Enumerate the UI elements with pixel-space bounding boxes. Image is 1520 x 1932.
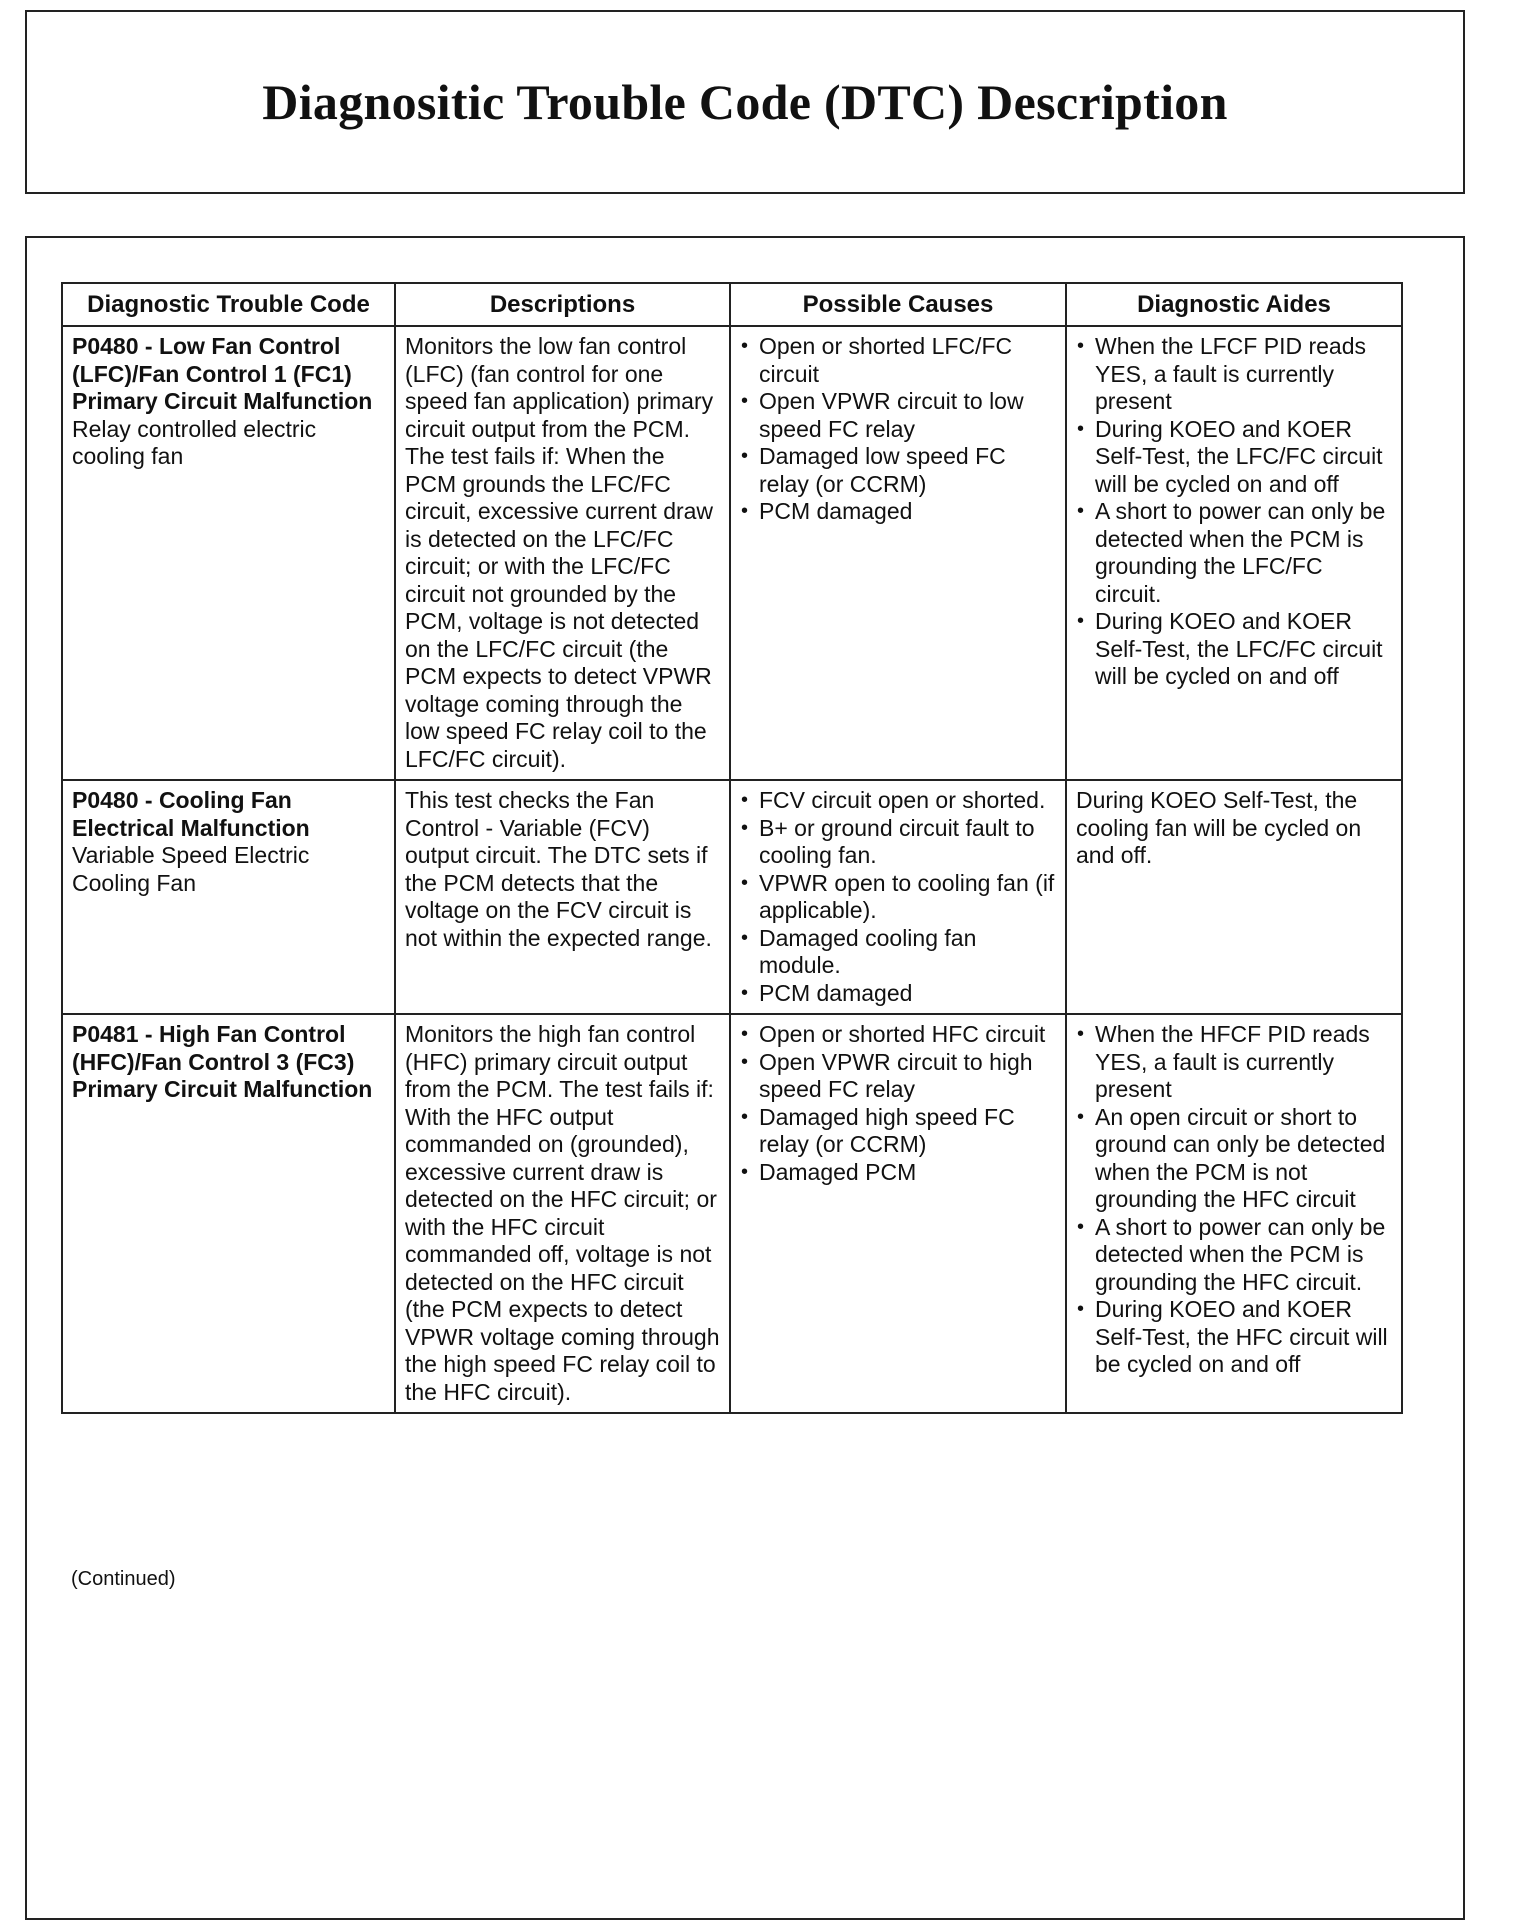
header-diagnostic-aides: Diagnostic Aides [1066, 283, 1402, 326]
dtc-code-title: P0480 - Low Fan Control (LFC)/Fan Control 1 (FC1) Primary Circuit Malfunction [72, 333, 373, 414]
dtc-cell [62, 1014, 395, 1413]
aides-cell: During KOEO Self-Test, the cooling fan will be cycled on and off. [1066, 780, 1402, 1014]
header-descriptions: Descriptions [395, 283, 730, 326]
aides-cell [1066, 326, 1402, 780]
cause-item: • PCM damaged [740, 980, 1056, 1008]
cause-item: • Open or shorted HFC circuit [740, 1021, 1056, 1049]
aide-item: • During KOEO and KOER Self-Test, the HFC circuit will be cycled on and off [1076, 1296, 1392, 1379]
aide-item: • When the LFCF PID reads YES, a fault is currently present [1076, 333, 1392, 416]
cause-item: • Open or shorted LFC/FC circuit [740, 333, 1056, 388]
causes-cell [730, 780, 1066, 1014]
header-dtc: Diagnostic Trouble Code [62, 283, 395, 326]
aide-item: • A short to power can only be detected when the PCM is grounding the HFC circuit. [1076, 1214, 1392, 1297]
table-row [62, 1014, 1402, 1413]
causes-cell [730, 1014, 1066, 1413]
cause-item: • PCM damaged [740, 498, 1056, 526]
aide-item: • During KOEO and KOER Self-Test, the LFC/FC circuit will be cycled on and off [1076, 416, 1392, 499]
dtc-code-subtitle: Relay controlled electric cooling fan [72, 415, 317, 469]
causes-cell [730, 326, 1066, 780]
table-row [62, 780, 1402, 1014]
page-title: Diagnositic Trouble Code (DTC) Description [262, 74, 1228, 130]
table-row [62, 326, 1402, 780]
cause-item: • Damaged cooling fan module. [740, 925, 1056, 980]
aide-item: • During KOEO and KOER Self-Test, the LFC/FC circuit will be cycled on and off [1076, 608, 1392, 691]
cause-item: • B+ or ground circuit fault to cooling fan. [740, 815, 1056, 870]
cause-item: • Open VPWR circuit to low speed FC relay [740, 388, 1056, 443]
aide-item: • When the HFCF PID reads YES, a fault is currently present [1076, 1021, 1392, 1104]
aide-item: • An open circuit or short to ground can only be detected when the PCM is not grounding the HFC circuit [1076, 1104, 1392, 1214]
table-header-row [62, 283, 1402, 326]
cause-item: • Damaged PCM [740, 1159, 1056, 1187]
cause-item: • FCV circuit open or shorted. [740, 787, 1056, 815]
description-cell: Monitors the low fan control (LFC) (fan control for one speed fan application) primary circuit output from the PCM. The test fails if: When the PCM grounds the LFC/FC circuit, excessive current draw is detected on the LFC/FC circuit; or with the LFC/FC circuit not grounded by the PCM, voltage is not detected on the LFC/FC circuit (the PCM expects to detect VPWR voltage coming through the low speed FC relay coil to the LFC/FC circuit). [395, 326, 730, 780]
header-possible-causes: Possible Causes [730, 283, 1066, 326]
aides-cell [1066, 1014, 1402, 1413]
title-box [25, 10, 1465, 194]
cause-item: • Damaged high speed FC relay (or CCRM) [740, 1104, 1056, 1159]
description-cell: Monitors the high fan control (HFC) primary circuit output from the PCM. The test fails if: With the HFC output commanded on (grounded), excessive current draw is detected on the HFC circuit; or with the HFC circuit commanded off, voltage is not detected on the HFC circuit (the PCM expects to detect VPWR voltage coming through the high speed FC relay coil to the HFC circuit). [395, 1014, 730, 1413]
dtc-code-subtitle: Variable Speed Electric Cooling Fan [72, 842, 310, 896]
content-box [25, 236, 1465, 1920]
cause-item: • Damaged low speed FC relay (or CCRM) [740, 443, 1056, 498]
dtc-code-title: P0481 - High Fan Control (HFC)/Fan Control 3 (FC3) Primary Circuit Malfunction [72, 1021, 373, 1102]
description-cell: This test checks the Fan Control - Variable (FCV) output circuit. The DTC sets if the PCM detects that the voltage on the FCV circuit is not within the expected range. [395, 780, 730, 1014]
dtc-table [61, 282, 1403, 1414]
continued-note: (Continued) [71, 1568, 176, 1590]
dtc-code-title: P0480 - Cooling Fan Electrical Malfunction [72, 787, 310, 841]
aide-item: • A short to power can only be detected when the PCM is grounding the LFC/FC circuit. [1076, 498, 1392, 608]
dtc-cell [62, 780, 395, 1014]
dtc-cell [62, 326, 395, 780]
cause-item: • VPWR open to cooling fan (if applicable). [740, 870, 1056, 925]
cause-item: • Open VPWR circuit to high speed FC relay [740, 1049, 1056, 1104]
